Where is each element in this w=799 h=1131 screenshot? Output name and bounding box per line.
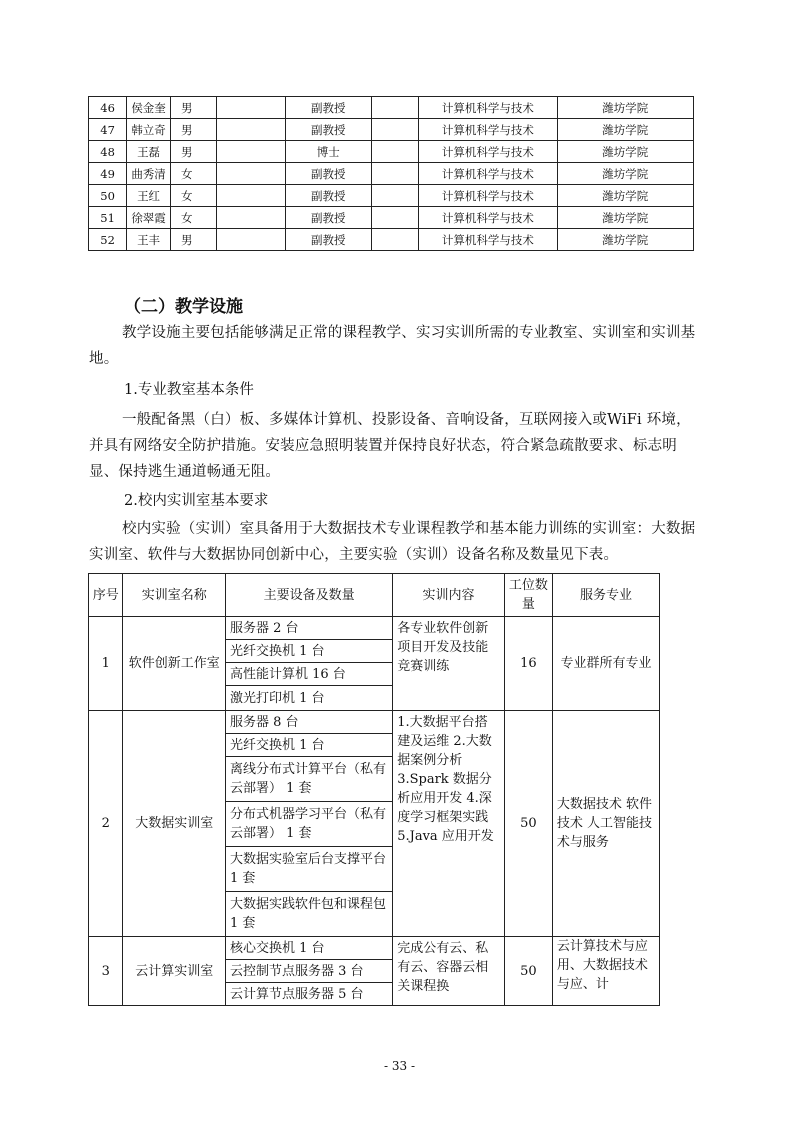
staff-name: 王磊 bbox=[127, 141, 171, 163]
subsection-2-title: 2.校内实训室基本要求 bbox=[124, 493, 269, 509]
lab-equipment-item: 大数据实践软件包和课程包 1 套 bbox=[225, 892, 392, 937]
staff-name: 侯金奎 bbox=[127, 97, 171, 119]
header-no: 序号 bbox=[89, 574, 123, 617]
staff-major: 计算机科学与技术 bbox=[419, 141, 557, 163]
staff-major: 计算机科学与技术 bbox=[419, 207, 557, 229]
staff-name: 曲秀清 bbox=[127, 163, 171, 185]
staff-name: 韩立奇 bbox=[127, 119, 171, 141]
lab-seats: 50 bbox=[504, 711, 552, 937]
staff-no: 48 bbox=[89, 141, 127, 163]
lab-row bbox=[89, 617, 660, 640]
header-content: 实训内容 bbox=[393, 574, 505, 617]
header-seats: 工位数量 bbox=[504, 574, 552, 617]
staff-sex: 女 bbox=[170, 207, 216, 229]
lab-serve: 大数据技术 软件技术 人工智能技术与服务 bbox=[552, 711, 659, 937]
lab-serve: 专业群所有专业 bbox=[552, 617, 659, 711]
staff-major: 计算机科学与技术 bbox=[419, 229, 557, 251]
staff-no: 52 bbox=[89, 229, 127, 251]
subsection-1-paragraph: 一般配备黑（白）板、多媒体计算机、投影设备、音响设备，互联网接入或WiFi 环境，并具有网络安全防护措施。安装应急照明装置并保持良好状态，符合紧急疏散要求、标志明显、保持逃生通道畅通无阻。 bbox=[89, 412, 691, 480]
staff-blank bbox=[371, 163, 418, 185]
staff-sex: 男 bbox=[170, 97, 216, 119]
lab-no: 2 bbox=[89, 711, 123, 937]
staff-blank bbox=[371, 207, 418, 229]
staff-title: 副教授 bbox=[285, 185, 371, 207]
subsection-1-title: 1.专业教室基本条件 bbox=[124, 382, 254, 398]
header-equipment: 主要设备及数量 bbox=[225, 574, 392, 617]
staff-blank bbox=[217, 119, 286, 141]
staff-org: 潍坊学院 bbox=[557, 119, 694, 141]
staff-name: 徐翠霞 bbox=[127, 207, 171, 229]
section-title: （二）教学设施 bbox=[124, 297, 243, 317]
lab-no: 3 bbox=[89, 937, 123, 1006]
lab-table bbox=[88, 573, 660, 1006]
staff-sex: 男 bbox=[170, 229, 216, 251]
staff-blank bbox=[217, 207, 286, 229]
staff-blank bbox=[371, 229, 418, 251]
staff-no: 46 bbox=[89, 97, 127, 119]
lab-content: 各专业软件创新项目开发及技能竞赛训练 bbox=[393, 617, 505, 711]
staff-sex: 女 bbox=[170, 163, 216, 185]
header-serve: 服务专业 bbox=[552, 574, 659, 617]
staff-org: 潍坊学院 bbox=[557, 229, 694, 251]
staff-row bbox=[89, 207, 694, 229]
lab-equipment-item: 核心交换机 1 台 bbox=[225, 937, 392, 960]
lab-equipment-item: 离线分布式计算平台（私有云部署） 1 套 bbox=[225, 757, 392, 802]
lab-name: 云计算实训室 bbox=[123, 937, 226, 1006]
page-number: - 33 - bbox=[383, 1059, 415, 1073]
staff-sex: 男 bbox=[170, 141, 216, 163]
lab-row bbox=[89, 711, 660, 734]
staff-major: 计算机科学与技术 bbox=[419, 185, 557, 207]
lab-equipment-item: 高性能计算机 16 台 bbox=[225, 663, 392, 686]
staff-title: 副教授 bbox=[285, 97, 371, 119]
staff-blank bbox=[217, 163, 286, 185]
staff-no: 49 bbox=[89, 163, 127, 185]
lab-equipment-item: 光纤交换机 1 台 bbox=[225, 734, 392, 757]
lab-equipment-item: 云控制节点服务器 3 台 bbox=[225, 960, 392, 983]
staff-blank bbox=[217, 229, 286, 251]
lab-content: 1.大数据平台搭建及运维 2.大数据案例分析 3.Spark 数据分析应用开发 4.深度学习框架实践 5.Java 应用开发 bbox=[393, 711, 505, 937]
lab-equipment-item: 云计算节点服务器 5 台 bbox=[225, 983, 392, 1006]
staff-row bbox=[89, 163, 694, 185]
staff-title: 副教授 bbox=[285, 163, 371, 185]
staff-row bbox=[89, 141, 694, 163]
staff-major: 计算机科学与技术 bbox=[419, 163, 557, 185]
lab-row bbox=[89, 937, 660, 960]
staff-name: 王丰 bbox=[127, 229, 171, 251]
lab-equipment-item: 服务器 8 台 bbox=[225, 711, 392, 734]
staff-sex: 男 bbox=[170, 119, 216, 141]
staff-row bbox=[89, 97, 694, 119]
staff-title: 博士 bbox=[285, 141, 371, 163]
lab-equipment-item: 光纤交换机 1 台 bbox=[225, 640, 392, 663]
staff-row bbox=[89, 229, 694, 251]
staff-org: 潍坊学院 bbox=[557, 163, 694, 185]
staff-major: 计算机科学与技术 bbox=[419, 97, 557, 119]
lab-content: 完成公有云、私有云、容器云相关课程换 bbox=[393, 937, 505, 1006]
staff-name: 王红 bbox=[127, 185, 171, 207]
lab-table-header bbox=[89, 574, 660, 617]
staff-sex: 女 bbox=[170, 185, 216, 207]
staff-blank bbox=[217, 97, 286, 119]
staff-org: 潍坊学院 bbox=[557, 207, 694, 229]
staff-blank bbox=[371, 119, 418, 141]
staff-org: 潍坊学院 bbox=[557, 97, 694, 119]
staff-row bbox=[89, 119, 694, 141]
lab-serve: 云计算技术与应用、大数据技术与应、计 bbox=[552, 937, 659, 1006]
lab-equipment-item: 大数据实验室后台支撑平台 1 套 bbox=[225, 847, 392, 892]
staff-no: 50 bbox=[89, 185, 127, 207]
lab-name: 大数据实训室 bbox=[123, 711, 226, 937]
staff-title: 副教授 bbox=[285, 207, 371, 229]
header-name: 实训室名称 bbox=[123, 574, 226, 617]
staff-no: 47 bbox=[89, 119, 127, 141]
staff-blank bbox=[217, 141, 286, 163]
staff-title: 副教授 bbox=[285, 229, 371, 251]
staff-blank bbox=[371, 185, 418, 207]
staff-blank bbox=[217, 185, 286, 207]
lab-seats: 50 bbox=[504, 937, 552, 1006]
staff-blank bbox=[371, 141, 418, 163]
staff-table bbox=[88, 96, 694, 251]
subsection-2-paragraph: 校内实验（实训）室具备用于大数据技术专业课程教学和基本能力训练的实训室：大数据实训室、软件与大数据协同创新中心，主要实验（实训）设备名称及数量见下表。 bbox=[89, 521, 696, 563]
lab-equipment-item: 分布式机器学习平台（私有云部署） 1 套 bbox=[225, 802, 392, 847]
staff-org: 潍坊学院 bbox=[557, 141, 694, 163]
staff-blank bbox=[371, 97, 418, 119]
lab-equipment-item: 服务器 2 台 bbox=[225, 617, 392, 640]
staff-row bbox=[89, 185, 694, 207]
lab-no: 1 bbox=[89, 617, 123, 711]
intro-paragraph: 教学设施主要包括能够满足正常的课程教学、实习实训所需的专业教室、实训室和实训基地。 bbox=[89, 325, 696, 367]
lab-name: 软件创新工作室 bbox=[123, 617, 226, 711]
staff-no: 51 bbox=[89, 207, 127, 229]
lab-equipment-item: 激光打印机 1 台 bbox=[225, 686, 392, 711]
staff-org: 潍坊学院 bbox=[557, 185, 694, 207]
lab-seats: 16 bbox=[504, 617, 552, 711]
staff-major: 计算机科学与技术 bbox=[419, 119, 557, 141]
staff-title: 副教授 bbox=[285, 119, 371, 141]
